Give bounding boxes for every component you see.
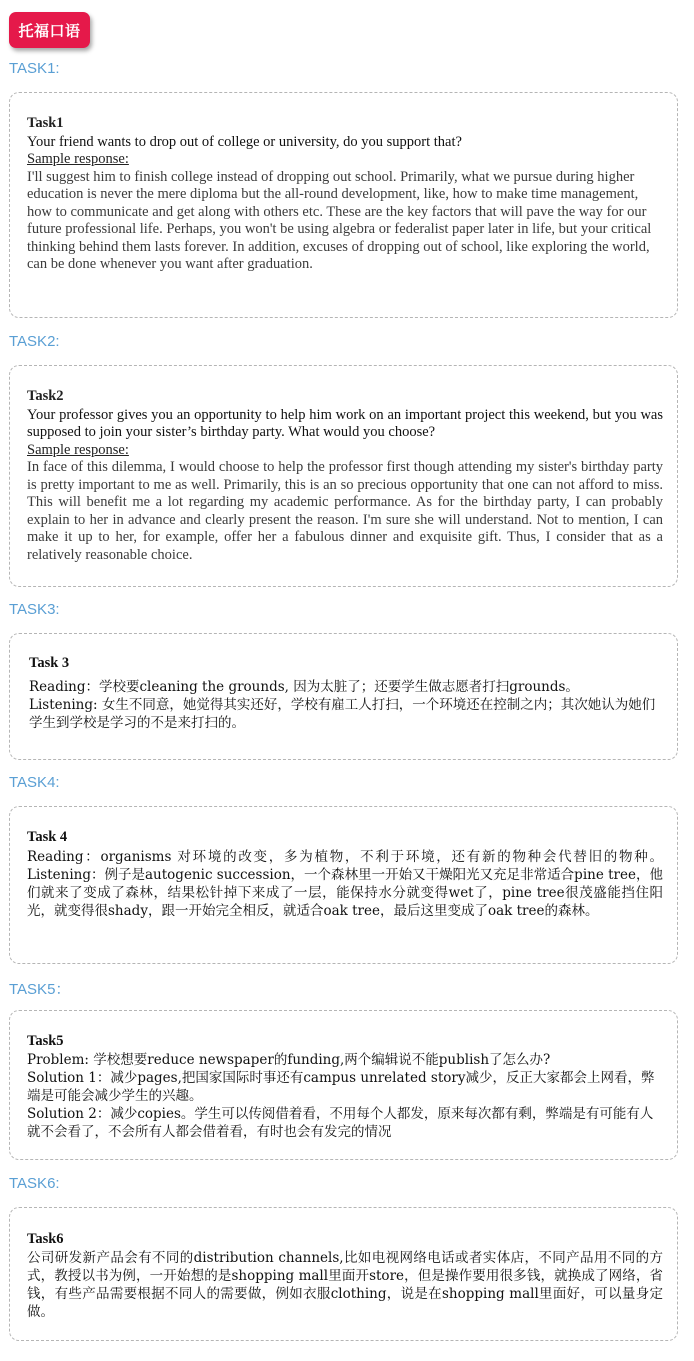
task1-response: I'll suggest him to finish college instead of dropping out school. Primarily, what we pursue during higher education is never the mere diploma but the all-round development, like, how to make time management, how to communicate and get along with others etc. These are the key factors that will pave the way for our future professional life. Perhaps, you won't be using algebra or federalist paper later in life, but your critical thinking behind them lasts forever. In addition, excuses of dropping out of school, like exploring the world, can be done whenever you want after graduation. <box>27 168 652 272</box>
task6-card <box>9 1207 678 1341</box>
task1-sample-label: Sample response: <box>27 151 129 167</box>
task5-title: Task5 <box>27 1033 64 1049</box>
task1-heading: TASK1: <box>9 60 60 77</box>
task2-sample-label: Sample response: <box>27 441 129 458</box>
task6-heading: TASK6: <box>9 1175 60 1192</box>
task1-question: Your friend wants to drop out of college or university, do you support that? <box>27 133 462 150</box>
task1-content <box>27 115 663 274</box>
task6-content <box>27 1230 663 1321</box>
task4-content <box>27 828 663 920</box>
task1-card <box>9 92 678 318</box>
task6-body: 公司研发新产品会有不同的distribution channels,比如电视网络电话或者实体店，不同产品用不同的方式，教授以书为例，一开始想的是shopping mall里面开store，但是操作要用很多钱，就换成了网络，省钱，有些产品需要根据不同人的需要做，例如衣服clothing，说是在shopping mall里面好，可以量身定做。 <box>27 1250 663 1320</box>
task2-response: In face of this dilemma, I would choose to help the professor first though attending my sister's birthday party is pretty important to me as well. Primarily, this is an so precious opportunity that one can not afford to miss. This will benefit me a lot regarding my academic performance. As for the birthday party, I can probably explain to her in advance and clearly present the reason. I'm sure she will understand. Not to mention, I can make it up to her, for example, offer her a fabulous dinner and exquisite gift. Thus, I consider that as a relatively reasonable choice. <box>27 459 663 563</box>
task4-heading: TASK4: <box>9 774 60 791</box>
task5-card <box>9 1010 678 1160</box>
task4-title: Task 4 <box>27 829 68 845</box>
task2-question: Your professor gives you an opportunity to help him work on an important project this weekend, but you was supposed to join your sister’s birthday party. What would you choose? <box>27 406 663 440</box>
task5-solution1: Solution 1：减少pages,把国家国际时事还有campus unrelated story减少，反正大家都会上网看，弊端是可能会减少学生的兴趣。 <box>27 1070 655 1104</box>
task2-heading: TASK2: <box>9 333 60 350</box>
task3-heading: TASK3: <box>9 601 60 618</box>
task5-solution2: Solution 2：减少copies。学生可以传阅借着看，不用每个人都发，原来每次都有剩，弊端是有可能有人就不会看了，不会所有人都会借着看，有时也会有发完的情况 <box>27 1106 654 1140</box>
task6-title: Task6 <box>27 1231 64 1247</box>
task4-card <box>9 806 678 964</box>
task2-card <box>9 365 678 587</box>
task5-content <box>27 1032 663 1141</box>
task5-problem: Problem: 学校想要reduce newspaper的funding,两个编辑说不能publish了怎么办? <box>27 1052 551 1068</box>
task3-title: Task 3 <box>29 655 70 671</box>
task4-body: Reading：organisms 对环境的改变，多为植物，不利于环境，还有新的物种会代替旧的物种。Listening：例子是autogenic succession，一个森林里一开始又干燥阳光又充足非常适合pine tree，他们就来了变成了森林，结果松针掉下来成了一层，能保持水分就变得wet了，pine tree很茂盛能挡住阳光，就变得很shady，跟一开始完全相反，就适合oak tree，最后这里变成了oak tree的森林。 <box>27 849 663 919</box>
category-tag: 托福口语 <box>9 12 90 48</box>
task2-title: Task2 <box>27 388 64 404</box>
task3-reading: Reading：学校要cleaning the grounds, 因为太脏了；还要学生做志愿者打扫grounds。 <box>29 679 579 695</box>
task3-listening: Listening: 女生不同意，她觉得其实还好，学校有雇工人打扫，一个环境还在控制之内；其次她认为她们学生到学校是学习的不是来打扫的。 <box>29 697 656 731</box>
task2-content <box>27 388 663 564</box>
task3-content <box>29 654 663 732</box>
task1-title: Task1 <box>27 115 64 131</box>
task5-heading: TASK5： <box>9 981 71 998</box>
task3-card <box>9 633 678 760</box>
